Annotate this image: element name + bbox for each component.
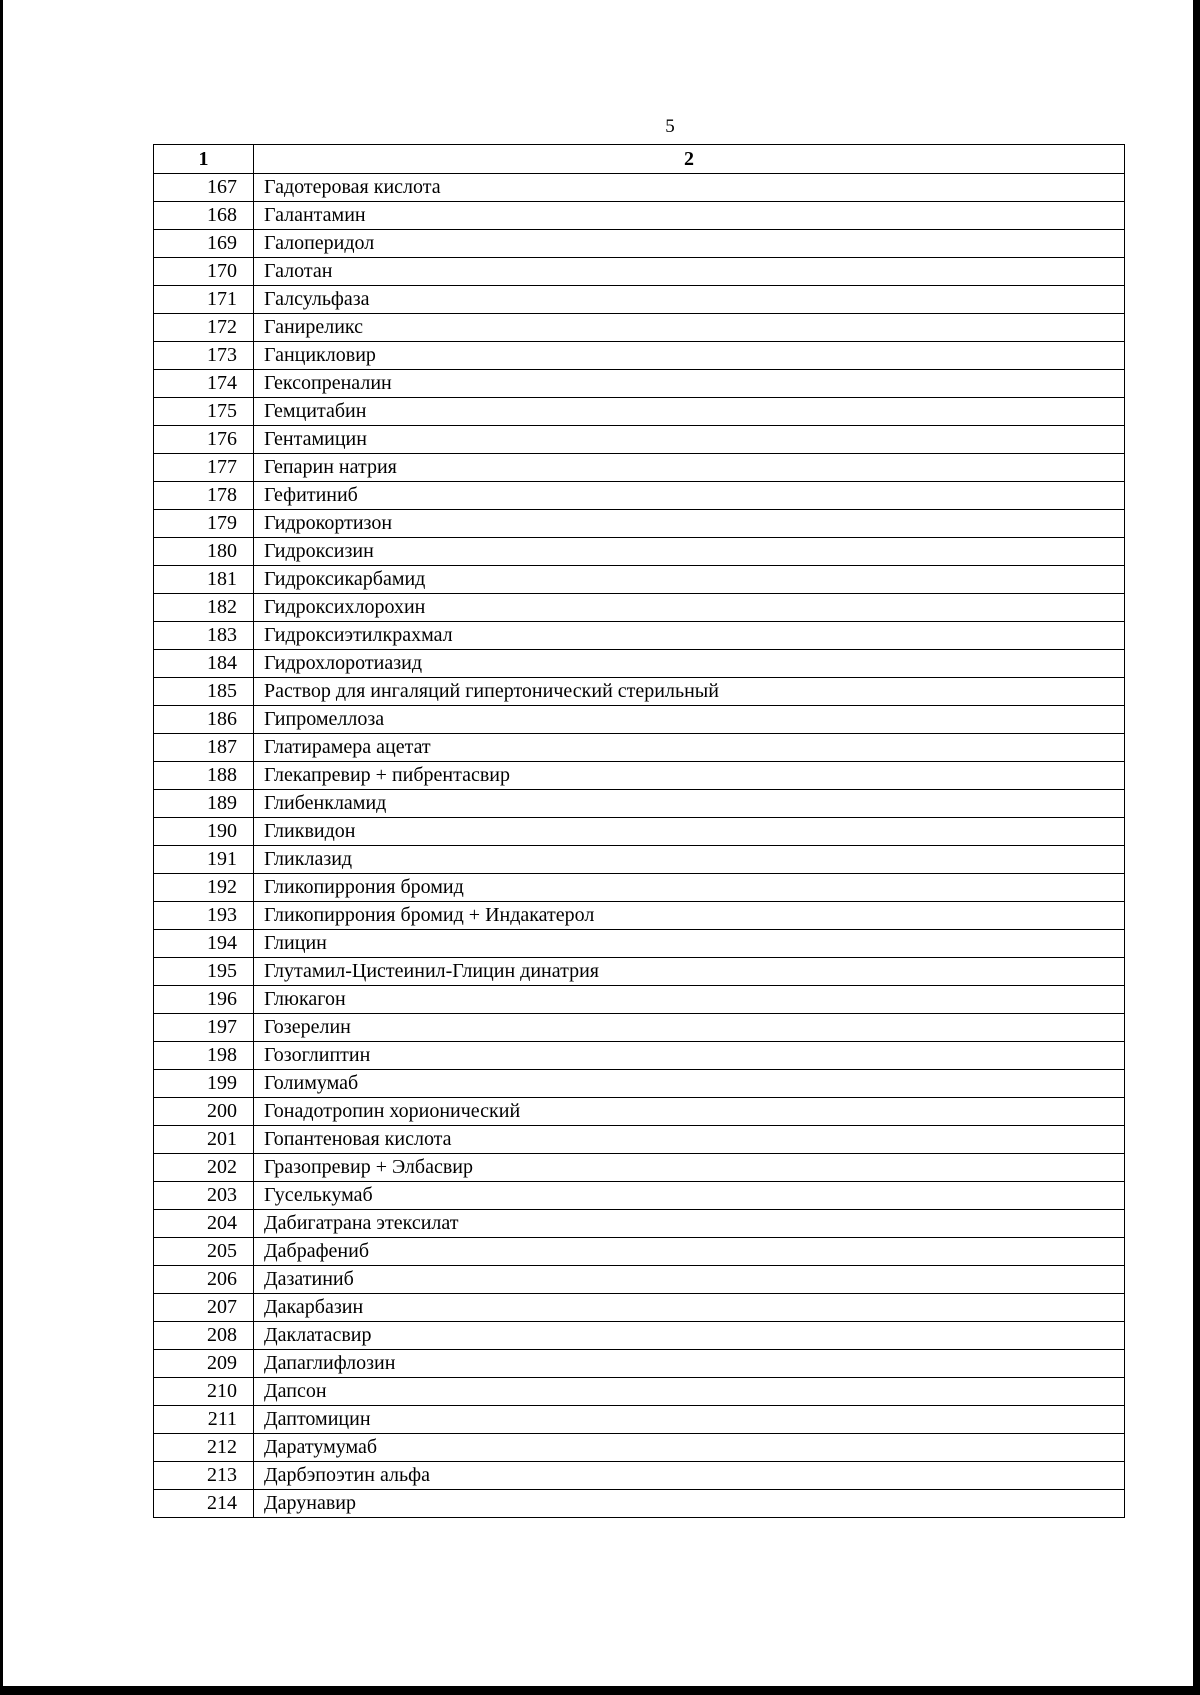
table-row bbox=[154, 202, 1125, 230]
scan-border-bottom bbox=[0, 1686, 1200, 1695]
row-number-cell: 212 bbox=[154, 1434, 254, 1462]
table-row bbox=[154, 230, 1125, 258]
drug-name-cell: Гозоглиптин bbox=[254, 1042, 1125, 1070]
table-row bbox=[154, 1210, 1125, 1238]
drug-name-cell: Галантамин bbox=[254, 202, 1125, 230]
drug-list-table bbox=[153, 144, 1125, 1518]
row-number-cell: 199 bbox=[154, 1070, 254, 1098]
drug-name-cell: Гопантеновая кислота bbox=[254, 1126, 1125, 1154]
table-row bbox=[154, 958, 1125, 986]
drug-name-cell: Раствор для ингаляций гипертонический стерильный bbox=[254, 678, 1125, 706]
row-number-cell: 191 bbox=[154, 846, 254, 874]
table-row bbox=[154, 650, 1125, 678]
row-number-cell: 193 bbox=[154, 902, 254, 930]
drug-name-cell: Гонадотропин хорионический bbox=[254, 1098, 1125, 1126]
drug-name-cell: Гидроксизин bbox=[254, 538, 1125, 566]
table-row bbox=[154, 1294, 1125, 1322]
row-number-cell: 200 bbox=[154, 1098, 254, 1126]
row-number-cell: 184 bbox=[154, 650, 254, 678]
table-row bbox=[154, 874, 1125, 902]
drug-name-cell: Дарунавир bbox=[254, 1490, 1125, 1518]
table-row bbox=[154, 398, 1125, 426]
drug-name-cell: Гексопреналин bbox=[254, 370, 1125, 398]
table-row bbox=[154, 342, 1125, 370]
row-number-cell: 171 bbox=[154, 286, 254, 314]
row-number-cell: 192 bbox=[154, 874, 254, 902]
row-number-cell: 202 bbox=[154, 1154, 254, 1182]
drug-name-cell: Глюкагон bbox=[254, 986, 1125, 1014]
table-row bbox=[154, 734, 1125, 762]
table-row bbox=[154, 566, 1125, 594]
table-row bbox=[154, 370, 1125, 398]
drug-name-cell: Гликвидон bbox=[254, 818, 1125, 846]
drug-name-cell: Гадотеровая кислота bbox=[254, 174, 1125, 202]
table-body bbox=[154, 174, 1125, 1518]
table-row bbox=[154, 258, 1125, 286]
drug-name-cell: Дабрафениб bbox=[254, 1238, 1125, 1266]
table-row bbox=[154, 706, 1125, 734]
row-number-cell: 213 bbox=[154, 1462, 254, 1490]
table-row bbox=[154, 1126, 1125, 1154]
table-row bbox=[154, 1042, 1125, 1070]
drug-name-cell: Глекапревир + пибрентасвир bbox=[254, 762, 1125, 790]
table-row bbox=[154, 1350, 1125, 1378]
drug-name-cell: Галсульфаза bbox=[254, 286, 1125, 314]
row-number-cell: 169 bbox=[154, 230, 254, 258]
drug-name-cell: Ганцикловир bbox=[254, 342, 1125, 370]
table-row bbox=[154, 622, 1125, 650]
row-number-cell: 181 bbox=[154, 566, 254, 594]
scan-border-right bbox=[1193, 0, 1200, 1695]
table-row bbox=[154, 1462, 1125, 1490]
row-number-cell: 210 bbox=[154, 1378, 254, 1406]
row-number-cell: 172 bbox=[154, 314, 254, 342]
table-row bbox=[154, 1070, 1125, 1098]
table-row bbox=[154, 902, 1125, 930]
row-number-cell: 206 bbox=[154, 1266, 254, 1294]
drug-name-cell: Даклатасвир bbox=[254, 1322, 1125, 1350]
row-number-cell: 178 bbox=[154, 482, 254, 510]
scan-border-left bbox=[0, 0, 3, 1695]
drug-name-cell: Гипромеллоза bbox=[254, 706, 1125, 734]
drug-name-cell: Гидрокортизон bbox=[254, 510, 1125, 538]
row-number-cell: 209 bbox=[154, 1350, 254, 1378]
drug-name-cell: Дапсон bbox=[254, 1378, 1125, 1406]
drug-name-cell: Ганиреликс bbox=[254, 314, 1125, 342]
row-number-cell: 187 bbox=[154, 734, 254, 762]
drug-name-cell: Глицин bbox=[254, 930, 1125, 958]
row-number-cell: 190 bbox=[154, 818, 254, 846]
drug-name-cell: Дарбэпоэтин альфа bbox=[254, 1462, 1125, 1490]
table-row bbox=[154, 1406, 1125, 1434]
row-number-cell: 207 bbox=[154, 1294, 254, 1322]
table-row bbox=[154, 986, 1125, 1014]
drug-name-cell: Глатирамера ацетат bbox=[254, 734, 1125, 762]
table-row bbox=[154, 1490, 1125, 1518]
row-number-cell: 203 bbox=[154, 1182, 254, 1210]
drug-name-cell: Гликопиррония бромид + Индакатерол bbox=[254, 902, 1125, 930]
drug-name-cell: Гозерелин bbox=[254, 1014, 1125, 1042]
row-number-cell: 179 bbox=[154, 510, 254, 538]
table-row bbox=[154, 286, 1125, 314]
row-number-cell: 180 bbox=[154, 538, 254, 566]
row-number-cell: 175 bbox=[154, 398, 254, 426]
column-header-name: 2 bbox=[254, 145, 1125, 174]
row-number-cell: 197 bbox=[154, 1014, 254, 1042]
table-row bbox=[154, 678, 1125, 706]
table-row bbox=[154, 1322, 1125, 1350]
drug-name-cell: Галотан bbox=[254, 258, 1125, 286]
table-row bbox=[154, 1378, 1125, 1406]
row-number-cell: 201 bbox=[154, 1126, 254, 1154]
table-row bbox=[154, 510, 1125, 538]
column-header-number: 1 bbox=[154, 145, 254, 174]
drug-name-cell: Гепарин натрия bbox=[254, 454, 1125, 482]
drug-name-cell: Даптомицин bbox=[254, 1406, 1125, 1434]
drug-name-cell: Гидроксиэтилкрахмал bbox=[254, 622, 1125, 650]
drug-name-cell: Дапаглифлозин bbox=[254, 1350, 1125, 1378]
row-number-cell: 170 bbox=[154, 258, 254, 286]
row-number-cell: 182 bbox=[154, 594, 254, 622]
row-number-cell: 211 bbox=[154, 1406, 254, 1434]
table-row bbox=[154, 1238, 1125, 1266]
drug-name-cell: Гидрохлоротиазид bbox=[254, 650, 1125, 678]
drug-name-cell: Дабигатрана этексилат bbox=[254, 1210, 1125, 1238]
row-number-cell: 204 bbox=[154, 1210, 254, 1238]
drug-name-cell: Голимумаб bbox=[254, 1070, 1125, 1098]
row-number-cell: 194 bbox=[154, 930, 254, 958]
table-row bbox=[154, 426, 1125, 454]
drug-name-cell: Глибенкламид bbox=[254, 790, 1125, 818]
row-number-cell: 214 bbox=[154, 1490, 254, 1518]
drug-name-cell: Галоперидол bbox=[254, 230, 1125, 258]
drug-name-cell: Гликлазид bbox=[254, 846, 1125, 874]
table-row bbox=[154, 314, 1125, 342]
table-row bbox=[154, 1266, 1125, 1294]
drug-name-cell: Гидроксикарбамид bbox=[254, 566, 1125, 594]
table-row bbox=[154, 762, 1125, 790]
table-row bbox=[154, 1182, 1125, 1210]
table-row bbox=[154, 790, 1125, 818]
row-number-cell: 205 bbox=[154, 1238, 254, 1266]
drug-name-cell: Гемцитабин bbox=[254, 398, 1125, 426]
row-number-cell: 208 bbox=[154, 1322, 254, 1350]
row-number-cell: 173 bbox=[154, 342, 254, 370]
drug-name-cell: Гуселькумаб bbox=[254, 1182, 1125, 1210]
drug-name-cell: Гентамицин bbox=[254, 426, 1125, 454]
row-number-cell: 183 bbox=[154, 622, 254, 650]
table-row bbox=[154, 1014, 1125, 1042]
row-number-cell: 177 bbox=[154, 454, 254, 482]
row-number-cell: 174 bbox=[154, 370, 254, 398]
table-row bbox=[154, 846, 1125, 874]
drug-name-cell: Гефитиниб bbox=[254, 482, 1125, 510]
table-row bbox=[154, 482, 1125, 510]
row-number-cell: 198 bbox=[154, 1042, 254, 1070]
drug-name-cell: Дакарбазин bbox=[254, 1294, 1125, 1322]
row-number-cell: 189 bbox=[154, 790, 254, 818]
drug-name-cell: Гликопиррония бромид bbox=[254, 874, 1125, 902]
row-number-cell: 167 bbox=[154, 174, 254, 202]
row-number-cell: 186 bbox=[154, 706, 254, 734]
table-row bbox=[154, 454, 1125, 482]
table-row bbox=[154, 1434, 1125, 1462]
page-number: 5 bbox=[665, 116, 675, 137]
row-number-cell: 195 bbox=[154, 958, 254, 986]
row-number-cell: 185 bbox=[154, 678, 254, 706]
drug-name-cell: Глутамил-Цистеинил-Глицин динатрия bbox=[254, 958, 1125, 986]
row-number-cell: 188 bbox=[154, 762, 254, 790]
row-number-cell: 196 bbox=[154, 986, 254, 1014]
table-row bbox=[154, 174, 1125, 202]
table-row bbox=[154, 1154, 1125, 1182]
table-row bbox=[154, 1098, 1125, 1126]
drug-name-cell: Гразопревир + Элбасвир bbox=[254, 1154, 1125, 1182]
row-number-cell: 168 bbox=[154, 202, 254, 230]
row-number-cell: 176 bbox=[154, 426, 254, 454]
table-row bbox=[154, 930, 1125, 958]
drug-name-cell: Гидроксихлорохин bbox=[254, 594, 1125, 622]
drug-name-cell: Дазатиниб bbox=[254, 1266, 1125, 1294]
drug-name-cell: Даратумумаб bbox=[254, 1434, 1125, 1462]
table-row bbox=[154, 818, 1125, 846]
table-row bbox=[154, 594, 1125, 622]
table-row bbox=[154, 538, 1125, 566]
table-header-row bbox=[154, 145, 1125, 174]
